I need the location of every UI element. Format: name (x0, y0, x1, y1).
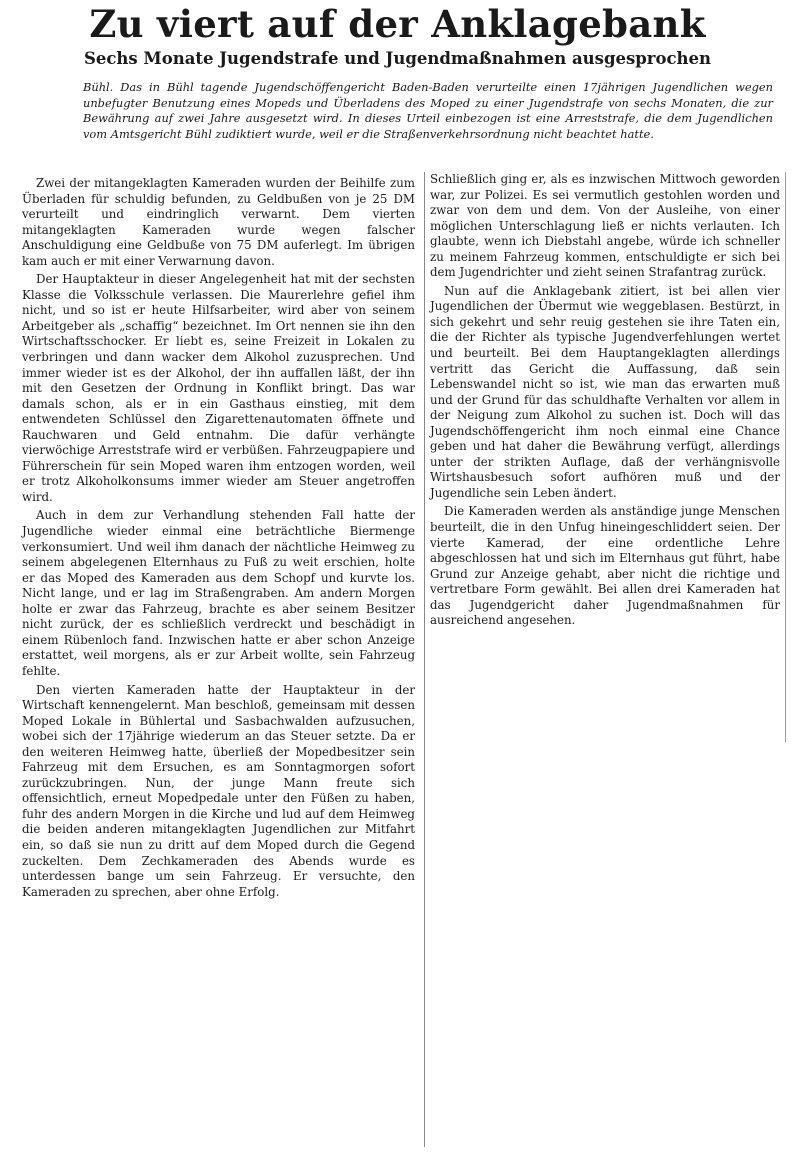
article-paragraph: Auch in dem zur Verhandlung stehenden Fall hatte der Jugendliche wieder einmal eine beträchtliche Biermenge verkonsumiert. Und weil ihm danach der nächtliche Heimweg zu seinem abgelegenen Elternhaus zu Fuß zu weit erschien, holte er das Moped des Kameraden aus dem Schopf und kurvte los. Nicht lange, und er lag im Straßengraben. Am andern Morgen holte er zwar das Fahrzeug, brachte es aber seinem Besitzer nicht zurück, der es schließlich verdreckt und beschädigt in einem Rübenloch fand. Inzwischen hatte er aber schon Anzeige erstattet, weil morgens, als er zur Arbeit wollte, sein Fahrzeug fehlte. (22, 508, 415, 678)
column-divider (424, 172, 425, 1147)
article-lead: Bühl. Das in Bühl tagende Jugendschöffengericht Baden-Baden verurteilte einen 17jährigen Jugendlichen wegen unbefugter Benutzung eines Mopeds und Überladens des Moped zu einer Jugendstrafe von sechs Monaten, die zur Bewährung auf zwei Jahre ausgesetzt wird. In dieses Urteil einbezogen ist eine Arreststrafe, die dem Jugendlichen vom Amtsgericht Bühl zudiktiert wurde, weil er die Straßenverkehrsordnung nicht beachtet hatte. (83, 80, 773, 141)
article-paragraph: Die Kameraden werden als anständige junge Menschen beurteilt, die in den Unfug hineingeschliddert seien. Der vierte Kamerad, der eine ordentliche Lehre abgeschlossen hat und sich im Elternhaus gut führt, habe Grund zur Anzeige gehabt, aber nicht die richtige und vertretbare Form gewählt. Bei allen drei Kameraden hat das Jugendgericht daher Jugendmaßnahmen für ausreichend angesehen. (430, 504, 780, 628)
article-paragraph: Der Hauptakteur in dieser Angelegenheit hat mit der sechsten Klasse die Volksschule verlassen. Die Maurerlehre gefiel ihm nicht, und so ist er heute Hilfsarbeiter, wird aber von seinem Arbeitgeber als „schaffig“ bezeichnet. Im Ort nennen sie ihn den Wirtschaftsschocker. Er liebt es, seine Freizeit in Lokalen zu verbringen und dann wacker dem Alkohol zuzusprechen. Und immer wieder ist es der Alkohol, der ihn auffallen läßt, der ihn mit den Gesetzen der Ordnung in Konflikt bringt. Das war damals schon, als er in ein Gasthaus einstieg, mit dem entwendeten Schlüssel den Zigarettenautomaten öffnete und Rauchwaren und Geld entnahm. Die dafür verhängte vierwöchige Arreststrafe wird er verbüßen. Fahrzeugpapiere und Führerschein für sein Moped waren ihm entzogen worden, weil er trotz Alkoholkonsums immer wieder am Steuer angetroffen wird. (22, 272, 415, 504)
article-subheadline: Sechs Monate Jugendstrafe und Jugendmaßnahmen ausgesprochen (83, 49, 712, 68)
article-column-right (430, 172, 780, 632)
article-paragraph: Zwei der mitangeklagten Kameraden wurden der Beihilfe zum Überladen für schuldig befunden, zu Geldbußen von je 25 DM verurteilt und eindringlich verwarnt. Dem vierten mitangeklagten Kameraden wurde wegen falscher Anschuldigung eine Geldbuße von 75 DM auferlegt. Im übrigen kam auch er mit einer Verwarnung davon. (22, 176, 415, 268)
article-headline: Zu viert auf der Anklagebank (89, 2, 706, 46)
article-column-left (22, 176, 415, 903)
article-paragraph: Schließlich ging er, als es inzwischen Mittwoch geworden war, zur Polizei. Es sei vermutlich gestohlen worden und zwar von dem und dem. Von der Ausleihe, von einer möglichen Unterschlagung ließ er nichts verlauten. Ich glaubte, wenn ich Diebstahl angebe, würde ich schneller zu meinem Fahrzeug kommen, entschuldigte er sich bei dem Jugendrichter und zieht seinen Strafantrag zurück. (430, 172, 780, 280)
article-paragraph: Den vierten Kameraden hatte der Hauptakteur in der Wirtschaft kennengelernt. Man beschloß, gemeinsam mit dessen Moped Lokale in Bühlertal und Sasbachwalden aufzusuchen, wobei sich der 17jährige wiederum an das Steuer setzte. Da er den weiteren Heimweg hatte, überließ der Mopedbesitzer sein Fahrzeug mit dem Ersuchen, es am Sonntagmorgen sofort zurückzubringen. Nun, der junge Mann freute sich offensichtlich, erneut Mopedpedale unter den Füßen zu haben, fuhr des andern Morgen in die Kirche und lud auf dem Heimweg die beiden anderen mitangeklagten Jugendlichen zur Mitfahrt ein, so daß sie nun zu dritt auf dem Moped durch die Gegend zuckelten. Dem Zechkameraden des Abends wurde es unterdessen bange um sein Fahrzeug. Er versuchte, den Kameraden zu sprechen, aber ohne Erfolg. (22, 682, 415, 899)
column-right-border (785, 172, 786, 742)
article-paragraph: Nun auf die Anklagebank zitiert, ist bei allen vier Jugendlichen der Übermut wie weggeblasen. Bestürzt, in sich gekehrt und sehr reuig gestehen sie ihre Taten ein, die der Richter als typische Jugendverfehlungen wertet und beurteilt. Bei dem Hauptangeklagten allerdings vertritt das Gericht die Auffassung, daß sein Lebenswandel nicht so ist, wie man das erwarten muß und der Grund für das schuldhafte Verhalten vor allem in der Neigung zum Alkohol zu suchen ist. Doch will das Jugendschöffengericht ihm noch einmal eine Chance geben und hat daher die Bewährung verfügt, allerdings unter der strikten Auflage, daß der verhängnisvolle Wirtshausbesuch sofort aufhören muß und der Jugendliche sein Leben ändert. (430, 283, 780, 500)
